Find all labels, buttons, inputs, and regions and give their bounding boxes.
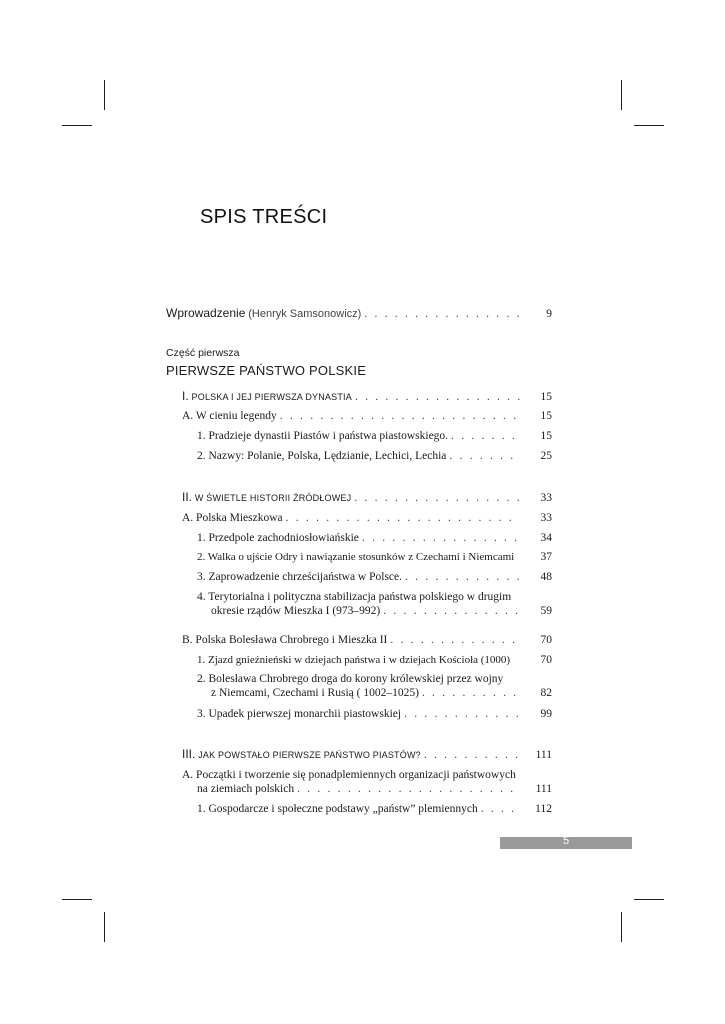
toc-section-2a[interactable] bbox=[182, 510, 552, 526]
page-number: 15 bbox=[540, 430, 552, 442]
page-number: 70 bbox=[540, 654, 552, 666]
chapter-number: I. bbox=[182, 389, 189, 403]
toc-chapter-1[interactable] bbox=[182, 388, 552, 405]
crop-mark-top-left-horizontal bbox=[62, 125, 92, 126]
chapter-number: II. bbox=[182, 490, 193, 504]
toc-entry-intro[interactable] bbox=[166, 305, 552, 322]
toc-item-2a-2[interactable] bbox=[197, 549, 552, 565]
toc-item-2b-3[interactable] bbox=[197, 706, 552, 722]
page-number: 111 bbox=[535, 783, 552, 795]
item-label: z Niemcami, Czechami i Rusią ( 1002–1025) bbox=[211, 687, 419, 699]
dot-leader bbox=[354, 490, 520, 506]
toc-item-2a-1[interactable] bbox=[197, 530, 552, 546]
page-number: 112 bbox=[535, 803, 552, 815]
dot-leader bbox=[383, 603, 520, 619]
section-label: A. Polska Mieszkowa bbox=[182, 512, 283, 524]
page-number: 34 bbox=[540, 532, 552, 544]
folio-number: 5 bbox=[562, 835, 570, 847]
dot-leader bbox=[390, 632, 520, 648]
item-label: okresie rządów Mieszka I (973–992) bbox=[211, 605, 381, 617]
page-number: 9 bbox=[546, 308, 552, 320]
item-label: 3. Upadek pierwszej monarchii piastowskiej bbox=[197, 708, 402, 720]
item-label: 1. Pradzieje dynastii Piastów i państwa piastowskiego. bbox=[197, 430, 449, 442]
dot-leader bbox=[424, 747, 520, 763]
intro-label: Wprowadzenie bbox=[166, 306, 246, 320]
dot-leader bbox=[286, 510, 520, 526]
toc-section-3a[interactable] bbox=[197, 781, 552, 797]
crop-mark-top-right-horizontal bbox=[634, 125, 664, 126]
dot-leader bbox=[364, 306, 520, 322]
dot-leader bbox=[481, 801, 520, 817]
page-title: SPIS TREŚCI bbox=[200, 206, 328, 228]
toc-item-2a-4-line1[interactable]: 4. Terytorialna i polityczna stabilizacja państwa polskiego w drugim bbox=[197, 591, 512, 603]
page-number: 70 bbox=[540, 634, 552, 646]
crop-mark-top-right-vertical bbox=[621, 80, 622, 110]
dot-leader bbox=[297, 781, 520, 797]
page-number: 15 bbox=[540, 391, 552, 403]
dot-leader bbox=[449, 448, 520, 464]
page-number: 15 bbox=[540, 410, 552, 422]
page-number: 99 bbox=[540, 708, 552, 720]
page-number: 111 bbox=[535, 749, 552, 761]
chapter-title: W ŚWIETLE HISTORII ŹRÓDŁOWEJ bbox=[194, 493, 352, 503]
item-label: 3. Zaprowadzenie chrześcijaństwa w Polsce. bbox=[197, 571, 403, 583]
crop-mark-bottom-right-horizontal bbox=[634, 899, 664, 900]
section-label: na ziemiach polskich bbox=[197, 783, 295, 795]
page-number: 48 bbox=[540, 571, 552, 583]
toc-item-1a-1[interactable] bbox=[197, 428, 552, 444]
toc-item-2a-4[interactable] bbox=[211, 603, 552, 619]
section-label: B. Polska Bolesława Chrobrego i Mieszka II bbox=[182, 634, 388, 646]
toc-item-2b-1[interactable] bbox=[197, 652, 552, 668]
toc-section-3a-line1[interactable]: A. Początki i tworzenie się ponadplemiennych organizacji państwowych bbox=[182, 769, 516, 781]
toc-chapter-2[interactable] bbox=[182, 489, 552, 506]
chapter-title: POLSKA I JEJ PIERWSZA DYNASTIA bbox=[191, 392, 352, 402]
dot-leader bbox=[404, 706, 520, 722]
crop-mark-top-left-vertical bbox=[104, 80, 105, 110]
crop-mark-bottom-right-vertical bbox=[621, 912, 622, 942]
page-number: 82 bbox=[540, 687, 552, 699]
part-title: PIERWSZE PAŃSTWO POLSKIE bbox=[166, 363, 367, 378]
toc-section-1a[interactable] bbox=[182, 408, 552, 424]
page-number-bar bbox=[500, 837, 632, 849]
item-label: 1. Przedpole zachodniosłowiańskie bbox=[197, 532, 359, 544]
crop-mark-bottom-left-vertical bbox=[104, 912, 105, 942]
toc-item-2a-3[interactable] bbox=[197, 569, 552, 585]
toc-item-1a-2[interactable] bbox=[197, 448, 552, 464]
item-label: 2. Nazwy: Polanie, Polska, Lędzianie, Lechici, Lechia bbox=[197, 450, 447, 462]
page-number: 59 bbox=[540, 605, 552, 617]
part-label: Część pierwsza bbox=[166, 347, 240, 359]
dot-leader bbox=[451, 428, 520, 444]
dot-leader bbox=[355, 389, 520, 405]
dot-leader bbox=[405, 569, 520, 585]
page-number: 25 bbox=[540, 450, 552, 462]
item-label: 1. Zjazd gnieźnieński w dziejach państwa i w dziejach Kościoła (1000) bbox=[197, 654, 511, 666]
chapter-title: JAK POWSTAŁO PIERWSZE PAŃSTWO PIASTÓW? bbox=[198, 750, 421, 760]
dot-leader bbox=[362, 530, 520, 546]
toc-chapter-3[interactable] bbox=[182, 746, 552, 763]
page-number: 33 bbox=[540, 512, 552, 524]
toc-item-2b-2-line1[interactable]: 2. Bolesława Chrobrego droga do korony królewskiej przez wojny bbox=[197, 673, 504, 685]
item-label: 1. Gospodarcze i społeczne podstawy „państw” plemiennych bbox=[197, 803, 478, 815]
page-number: 33 bbox=[540, 492, 552, 504]
toc-item-2b-2[interactable] bbox=[211, 685, 552, 701]
chapter-number: III. bbox=[182, 747, 196, 761]
dot-leader bbox=[422, 685, 520, 701]
intro-author: (Henryk Samsonowicz) bbox=[248, 308, 362, 320]
page-number: 37 bbox=[540, 551, 552, 563]
toc-section-2b[interactable] bbox=[182, 632, 552, 648]
item-label: 2. Walka o ujście Odry i nawiązanie stosunków z Czechami i Niemcami bbox=[197, 551, 515, 563]
crop-mark-bottom-left-horizontal bbox=[62, 899, 92, 900]
toc-item-3a-1[interactable] bbox=[197, 801, 552, 817]
section-label: A. W cieniu legendy bbox=[182, 410, 277, 422]
dot-leader bbox=[280, 408, 520, 424]
